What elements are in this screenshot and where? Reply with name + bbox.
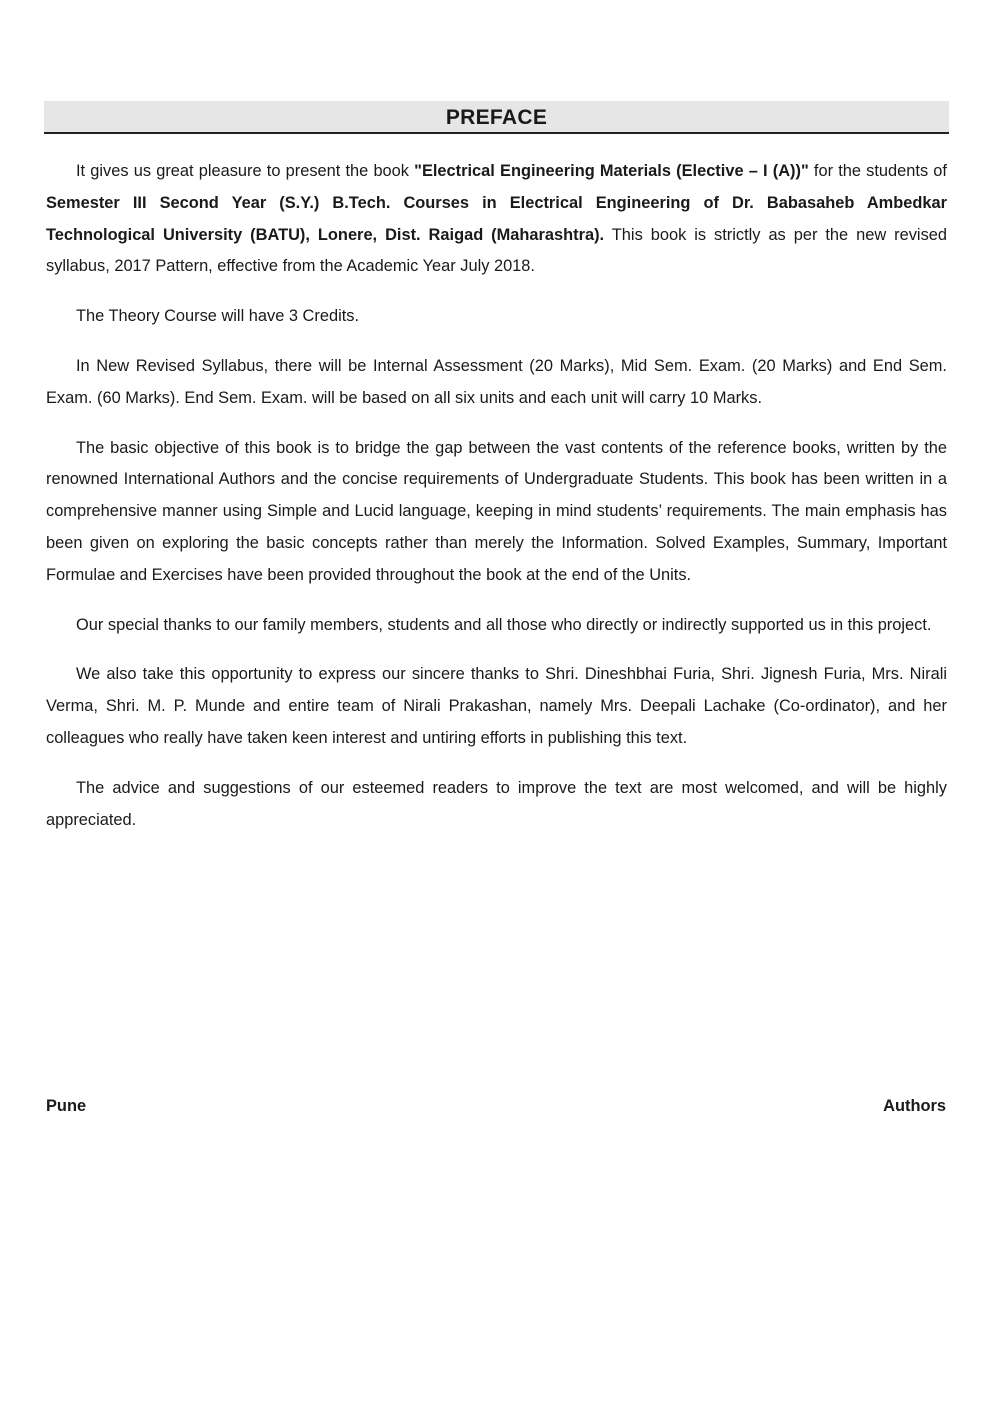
paragraph-thanks-family: Our special thanks to our family members, students and all those who directly or indirectly supported us in this project. [76, 615, 932, 634]
course-university: Semester III Second Year (S.Y.) B.Tech. Courses in Electrical Engineering of Dr. Babasaheb Ambedkar Technological University (BATU), Lonere, Dist. Raigad (Maharashtra). [46, 193, 947, 244]
book-title: "Electrical Engineering Materials (Elective – I (A))" [414, 162, 809, 180]
paragraph-credits: The Theory Course will have 3 Credits. [76, 307, 360, 326]
signature-line [46, 1097, 946, 1123]
heading-bar [44, 101, 949, 134]
intro-text-1: It gives us great pleasure to present the book [76, 162, 415, 180]
paragraph-thanks-publisher: We also take this opportunity to express our sincere thanks to Shri. Dineshbhai Furia, Shri. Jignesh Furia, Mrs. Nirali Verma, Shri. M. P. Munde and entire team of Nirali Prakashan, namely Mrs. Deepali Lachake (Co-ordinator), and her colleagues who really have taken keen interest and untiring efforts in publishing this text. [46, 665, 947, 747]
preface-page [44, 101, 949, 854]
page-title: PREFACE [445, 106, 548, 129]
paragraph-intro [46, 156, 947, 283]
signature-place: Pune [46, 1097, 87, 1115]
signature-authors: Authors [883, 1097, 946, 1115]
paragraph-advice: The advice and suggestions of our esteemed readers to improve the text are most welcomed, and will be highly appreciated. [46, 778, 947, 829]
intro-text-3: This book is strictly as per the new revised syllabus, 2017 Pattern, effective from the Academic Year July 2018. [46, 225, 947, 276]
preface-body [44, 156, 949, 836]
paragraph-objective: The basic objective of this book is to bridge the gap between the vast contents of the reference books, written by the renowned International Authors and the concise requirements of Undergraduate Students. This book has been written in a comprehensive manner using Simple and Lucid language, keeping in mind students’ requirements. The main emphasis has been given on exploring the basic concepts rather than merely the Information. Solved Examples, Summary, Important Formulae and Exercises have been provided throughout the book at the end of the Units. [46, 438, 947, 584]
paragraph-assessment: In New Revised Syllabus, there will be Internal Assessment (20 Marks), Mid Sem. Exam. (20 Marks) and End Sem. Exam. (60 Marks). End Sem. Exam. will be based on all six units and each unit will carry 10 Marks. [46, 356, 947, 407]
intro-text-2: for the students of [808, 162, 947, 180]
